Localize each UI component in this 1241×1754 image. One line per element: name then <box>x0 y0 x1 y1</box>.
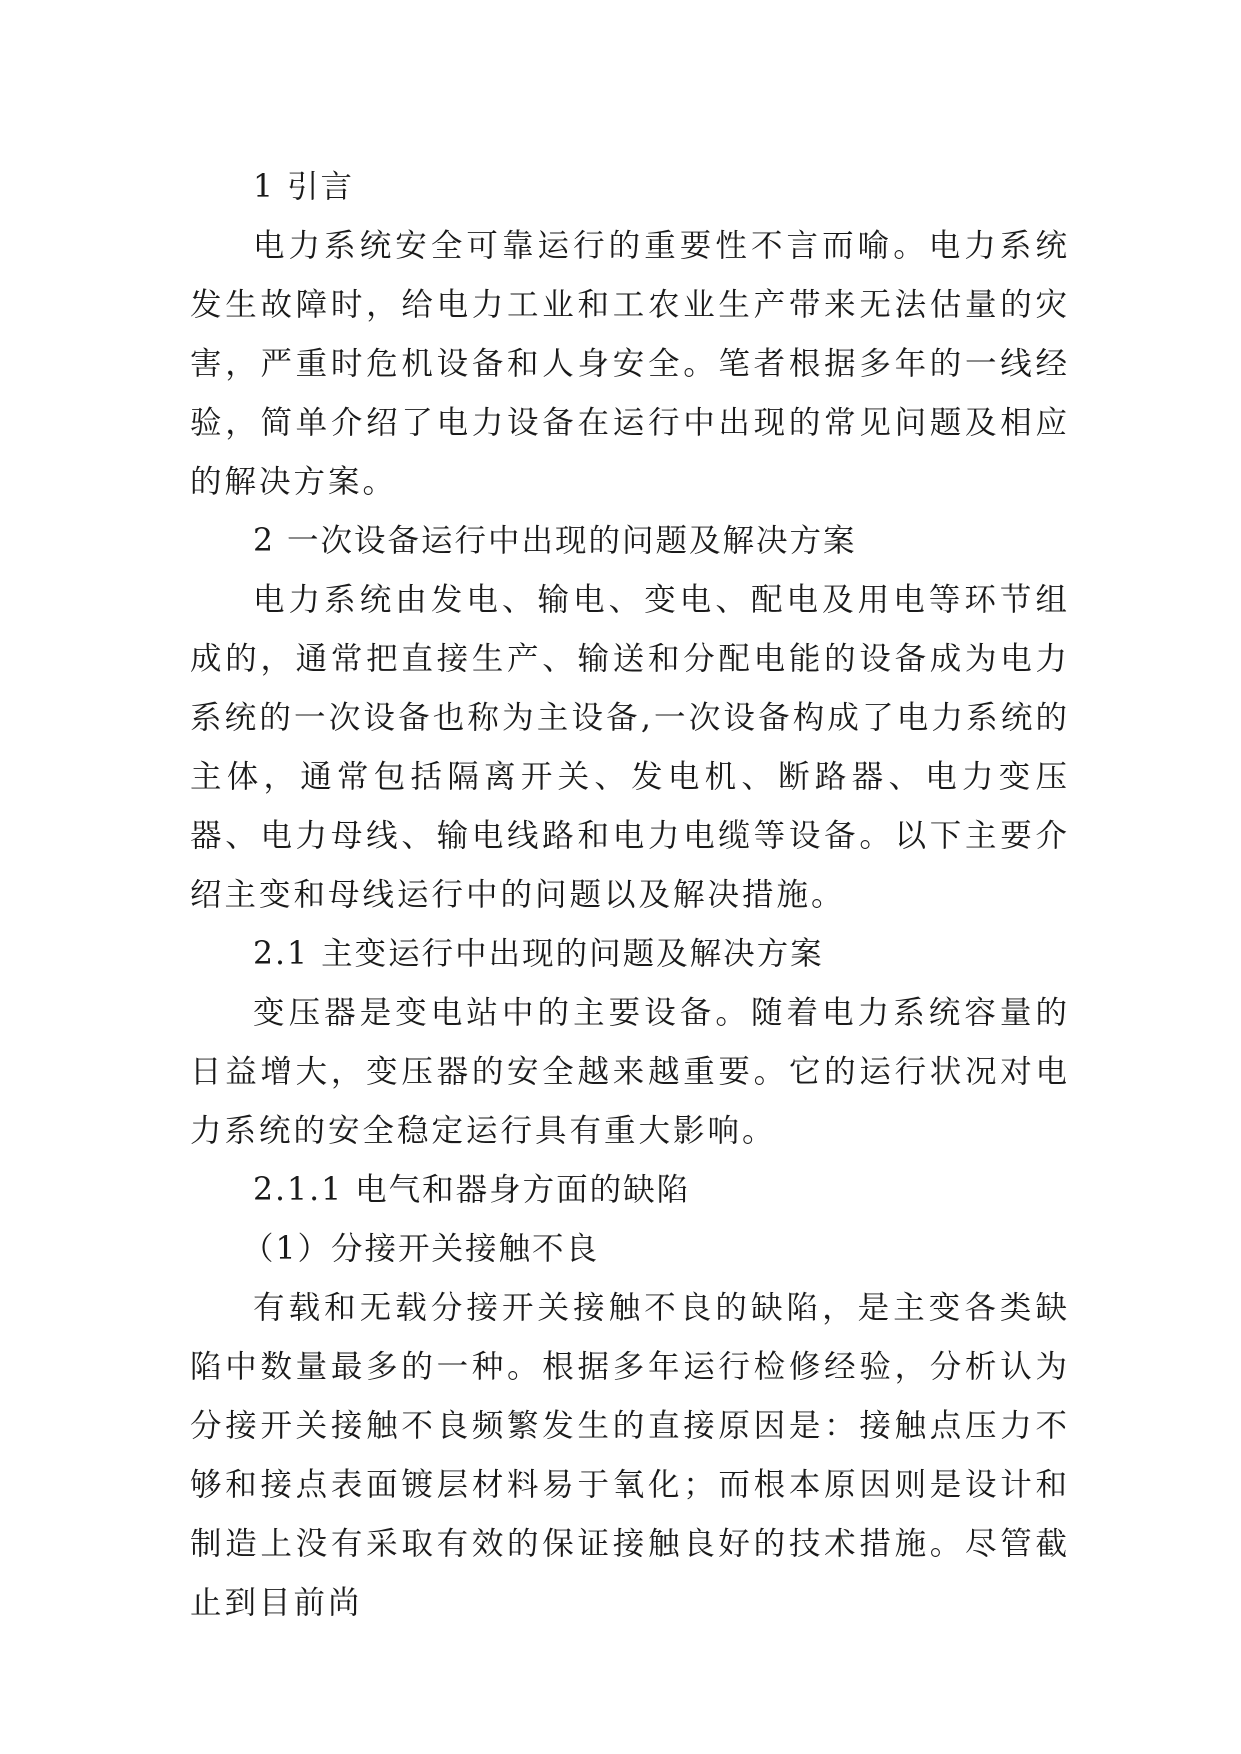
paragraph-transformer: 变压器是变电站中的主要设备。随着电力系统容量的日益增大，变压器的安全越来越重要。它的运行状况对电力系统的安全稳定运行具有重大影响。 <box>190 995 1070 1149</box>
section-heading-2-1: 2.1 主变运行中出现的问题及解决方案 <box>253 936 824 972</box>
paragraph-intro: 电力系统安全可靠运行的重要性不言而喻。电力系统发生故障时，给电力工业和工农业生产带来无法估量的灾害，严重时危机设备和人身安全。笔者根据多年的一线经验，简单介绍了电力设备在运行中出现的常见问题及相应的解决方案。 <box>190 228 1070 500</box>
paragraph-tap-changer: 有载和无载分接开关接触不良的缺陷，是主变各类缺陷中数量最多的一种。根据多年运行检修经验，分析认为分接开关接触不良频繁发生的直接原因是：接触点压力不够和接点表面镀层材料易于氧化；而根本原因则是设计和制造上没有采取有效的保证接触良好的技术措施。尽管截止到目前尚 <box>190 1290 1070 1621</box>
paragraph-primary-equipment: 电力系统由发电、输电、变电、配电及用电等环节组成的，通常把直接生产、输送和分配电能的设备成为电力系统的一次设备也称为主设备,一次设备构成了电力系统的主体，通常包括隔离开关、发电机、断路器、电力变压器、电力母线、输电线路和电力电缆等设备。以下主要介绍主变和母线运行中的问题以及解决措施。 <box>190 582 1070 913</box>
section-heading-2-1-1: 2.1.1 电气和器身方面的缺陷 <box>253 1172 691 1208</box>
section-heading-1: 1 引言 <box>253 169 355 205</box>
section-heading-2: 2 一次设备运行中出现的问题及解决方案 <box>253 523 857 559</box>
document-body <box>190 158 1070 1633</box>
list-item-1: （1）分接开关接触不良 <box>242 1231 600 1267</box>
